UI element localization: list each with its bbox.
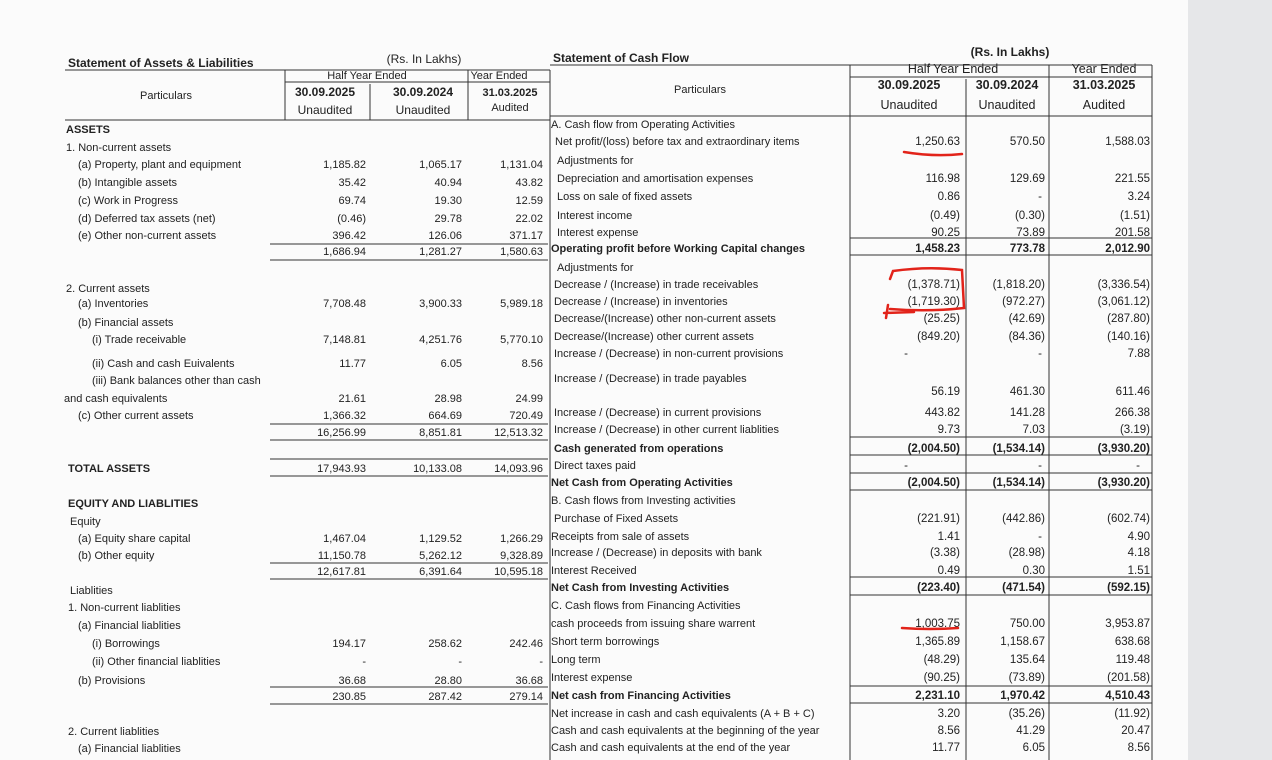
cash-flow-row-label: Cash generated from operations [554, 443, 724, 455]
assets-row-value: 10,133.08 [413, 463, 462, 475]
red-underline-share-warrant [902, 628, 958, 629]
assets-row-label: ASSETS [66, 124, 111, 136]
cash-flow-row-value: 3.20 [937, 708, 960, 720]
cash-flow-row-value: 1,458.23 [915, 243, 960, 255]
cash-flow-row-label: Cash and cash equivalents at the end of the year [551, 742, 791, 754]
cash-flow-row-label: Interest expense [557, 227, 639, 239]
assets-row-value: 664.69 [428, 410, 462, 422]
assets-row-value: - [362, 656, 366, 668]
assets-row-value: 720.49 [509, 410, 543, 422]
cash-flow-row-value: (1,534.14) [992, 443, 1045, 455]
left-half-year-label: Half Year Ended [327, 70, 407, 82]
assets-row-value: 6,391.64 [419, 566, 462, 578]
cash-flow-row-value: (28.98) [1008, 547, 1045, 559]
cash-flow-row-value: - [1038, 460, 1042, 472]
cash-flow-title: Statement of Cash Flow [553, 51, 690, 65]
cash-flow-row-value: (84.36) [1008, 331, 1045, 343]
right-date-col1: 30.09.2025 [877, 78, 941, 92]
assets-row-label: 2. Current liablities [68, 726, 160, 738]
assets-row-value: 22.02 [515, 213, 543, 225]
assets-row-value: (0.46) [337, 213, 366, 225]
cash-flow-row-label: B. Cash flows from Investing activities [551, 495, 736, 507]
right-year-ended-label: Year Ended [1071, 62, 1137, 76]
assets-row-value: 1,467.04 [323, 533, 366, 545]
cash-flow-row-value: 611.46 [1115, 386, 1150, 398]
assets-row-value: 28.98 [434, 393, 462, 405]
assets-row-value: 287.42 [428, 691, 462, 703]
cash-flow-row-value: 1.51 [1127, 565, 1150, 577]
cash-flow-row-value: (35.26) [1008, 708, 1045, 720]
cash-flow-row-label: Net increase in cash and cash equivalents (A + B + C) [551, 708, 815, 720]
cash-flow-row-label: Net cash from Financing Activities [551, 690, 731, 702]
assets-row-label: (i) Trade receivable [92, 334, 187, 346]
cash-flow-row-value: 1,588.03 [1105, 136, 1150, 148]
cash-flow-row-label: Increase / (Decrease) in other current liablities [554, 424, 779, 436]
cash-flow-row-value: 4.90 [1127, 531, 1150, 543]
left-date-col2: 30.09.2024 [392, 85, 454, 99]
assets-row-label: (a) Property, plant and equipment [78, 159, 242, 171]
cash-flow-row-value: 1,365.89 [915, 636, 960, 648]
cash-flow-row-value: (592.15) [1107, 582, 1150, 594]
assets-row-label: (b) Other equity [78, 550, 155, 562]
cash-flow-row-label: Net Cash from Investing Activities [551, 582, 730, 594]
cash-flow-row-value: (3,930.20) [1097, 443, 1150, 455]
cash-flow-row-label: Interest Received [551, 565, 637, 577]
cash-flow-row-value: 7.88 [1127, 348, 1150, 360]
left-date-col1: 30.09.2025 [294, 85, 356, 99]
assets-row-value: 4,251.76 [419, 334, 462, 346]
assets-row-value: 40.94 [434, 177, 462, 189]
left-status-col1: Unaudited [297, 103, 353, 117]
assets-row-value: 1,065.17 [419, 159, 462, 171]
right-status-col3: Audited [1082, 98, 1126, 112]
cash-flow-row-value: 3.24 [1127, 191, 1150, 203]
cash-flow-row-value: 7.03 [1022, 424, 1045, 436]
cash-flow-row-label: Direct taxes paid [554, 460, 636, 472]
assets-row-value: 396.42 [332, 230, 366, 242]
cash-flow-row-label: Loss on sale of fixed assets [557, 191, 693, 203]
assets-row-label: (e) Other non-current assets [78, 230, 217, 242]
cash-flow-row-value: - [904, 348, 908, 360]
cash-flow-row-value: 1.41 [937, 531, 960, 543]
assets-row-value: 242.46 [509, 638, 543, 650]
assets-row-value: 19.30 [434, 195, 462, 207]
cash-flow-row-label: Purchase of Fixed Assets [554, 513, 679, 525]
assets-row-value: 279.14 [509, 691, 543, 703]
assets-row-value: 16,256.99 [317, 427, 366, 439]
cash-flow-row-value: 3,953.87 [1105, 618, 1150, 630]
assets-row-value: 8.56 [521, 358, 543, 370]
assets-row-value: 1,580.63 [500, 246, 543, 258]
cash-flow-row-label: Receipts from sale of assets [551, 531, 690, 543]
cash-flow-row-label: Short term borrowings [551, 636, 660, 648]
assets-row-value: 9,328.89 [500, 550, 543, 562]
cash-flow-row-value: 750.00 [1009, 618, 1045, 630]
cash-flow-row-label: Increase / (Decrease) in non-current provisions [554, 348, 784, 360]
left-unit-label: (Rs. In Lakhs) [386, 52, 462, 66]
cash-flow-row-value: 11.77 [932, 742, 960, 754]
assets-row-label: Equity [70, 516, 101, 528]
cash-flow-row-value: (3,061.12) [1097, 296, 1150, 308]
cash-flow-row-value: 8.56 [1127, 742, 1150, 754]
cash-flow-row-value: 0.49 [937, 565, 960, 577]
cash-flow-row-value: 141.28 [1009, 407, 1045, 419]
cash-flow-row-value: (0.49) [929, 210, 960, 222]
cash-flow-row-value: 116.98 [925, 173, 960, 185]
cash-flow-row-value: (3,336.54) [1097, 279, 1150, 291]
assets-row-value: 24.99 [515, 393, 543, 405]
cash-flow-row-value: - [904, 460, 908, 472]
assets-row-label: (b) Provisions [78, 675, 146, 687]
assets-row-value: 1,266.29 [500, 533, 543, 545]
cash-flow-row-value: (11.92) [1114, 708, 1150, 720]
cash-flow-row-value: 773.78 [1009, 243, 1045, 255]
right-date-col3: 31.03.2025 [1072, 78, 1136, 92]
cash-flow-row-value: (90.25) [923, 672, 960, 684]
cash-flow-row-value: (1,378.71) [907, 279, 960, 291]
cash-flow-row-value: (849.20) [917, 331, 960, 343]
assets-row-value: 1,129.52 [419, 533, 462, 545]
cash-flow-row-value: - [1038, 348, 1042, 360]
cash-flow-row-value: 6.05 [1022, 742, 1045, 754]
red-tick-stroke [886, 305, 888, 318]
assets-row-value: 14,093.96 [494, 463, 543, 475]
red-underline-net-profit [904, 152, 962, 155]
right-unit-label: (Rs. In Lakhs) [970, 45, 1050, 59]
cash-flow-row-value: 221.55 [1114, 173, 1150, 185]
cash-flow-row-value: (1.51) [1119, 210, 1150, 222]
cash-flow-row-label: Depreciation and amortisation expenses [557, 173, 754, 185]
cash-flow-row-label: Cash and cash equivalents at the beginning of the year [551, 725, 820, 737]
cash-flow-row-label: Adjustments for [557, 155, 634, 167]
cash-flow-row-value: 266.38 [1114, 407, 1150, 419]
cash-flow-row-value: 570.50 [1009, 136, 1045, 148]
cash-flow-row-label: Interest expense [551, 672, 633, 684]
assets-row-value: 7,148.81 [323, 334, 366, 346]
cash-flow-row-value: (2,004.50) [907, 477, 960, 489]
assets-row-label: and cash equivalents [64, 393, 168, 405]
assets-row-value: 194.17 [332, 638, 366, 650]
cash-flow-row-value: 8.56 [937, 725, 960, 737]
assets-row-value: 1,686.94 [323, 246, 366, 258]
assets-row-label: (ii) Cash and cash Euivalents [92, 358, 235, 370]
cash-flow-row-value: 1,970.42 [1000, 690, 1045, 702]
assets-row-label: (ii) Other financial liablities [92, 656, 221, 668]
cash-flow-row-value: 201.58 [1114, 227, 1150, 239]
cash-flow-row-value: - [1038, 531, 1042, 543]
cash-flow-row-value: (972.27) [1002, 296, 1045, 308]
assets-row-label: (c) Work in Progress [78, 195, 179, 207]
assets-row-label: (i) Borrowings [92, 638, 160, 650]
assets-row-value: 5,989.18 [500, 298, 543, 310]
cash-flow-row-label: Increase / (Decrease) in deposits with bank [551, 547, 762, 559]
assets-row-label: (a) Financial liablities [78, 743, 181, 755]
cash-flow-row-value: (201.58) [1107, 672, 1150, 684]
assets-row-value: 11.77 [339, 358, 366, 370]
assets-row-value: 6.05 [440, 358, 462, 370]
left-date-col3: 31.03.2025 [482, 87, 538, 99]
cash-flow-row-value: (48.29) [923, 654, 960, 666]
cash-flow-row-value: 0.86 [937, 191, 960, 203]
right-particulars-header: Particulars [674, 84, 726, 96]
cash-flow-row-value: (3,930.20) [1097, 477, 1150, 489]
cash-flow-row-value: 20.47 [1121, 725, 1150, 737]
cash-flow-row-value: - [1136, 460, 1140, 472]
cash-flow-row-label: Decrease / (Increase) in inventories [554, 296, 728, 308]
assets-liabilities-title: Statement of Assets & Liabilities [68, 56, 254, 70]
cash-flow-row-value: (3.38) [929, 547, 960, 559]
left-status-col3: Audited [491, 102, 529, 114]
assets-row-label: (iii) Bank balances other than cash [92, 375, 261, 387]
cash-flow-row-label: Operating profit before Working Capital changes [551, 243, 806, 255]
cash-flow-row-value: (602.74) [1107, 513, 1150, 525]
red-tick-mark [884, 312, 914, 313]
cash-flow-row-value: (25.25) [923, 313, 960, 325]
cash-flow-row-label: Decrease/(Increase) other non-current assets [554, 313, 776, 325]
assets-row-value: 5,262.12 [419, 550, 462, 562]
assets-row-value: 12,513.32 [494, 427, 543, 439]
cash-flow-row-value: 1,158.67 [1000, 636, 1045, 648]
assets-row-label: (a) Financial liablities [78, 620, 181, 632]
cash-flow-row-value: 1,250.63 [915, 136, 960, 148]
cash-flow-row-label: C. Cash flows from Financing Activities [551, 600, 741, 612]
cash-flow-row-label: cash proceeds from issuing share warrent [551, 618, 756, 630]
cash-flow-row-label: Increase / (Decrease) in trade payables [554, 373, 747, 385]
assets-row-value: 8,851.81 [419, 427, 462, 439]
assets-row-value: 7,708.48 [323, 298, 366, 310]
cash-flow-row-label: A. Cash flow from Operating Activities [551, 119, 736, 131]
cash-flow-row-value: 135.64 [1009, 654, 1045, 666]
cash-flow-row-value: (73.89) [1008, 672, 1045, 684]
cash-flow-row-value: (3.19) [1119, 424, 1150, 436]
assets-row-value: 230.85 [332, 691, 366, 703]
cash-flow-row-value: (1,534.14) [992, 477, 1045, 489]
assets-row-label: TOTAL ASSETS [68, 463, 151, 475]
cash-flow-row-value: (287.80) [1107, 313, 1150, 325]
cash-flow-row-value: (0.30) [1014, 210, 1045, 222]
cash-flow-row-label: Long term [551, 654, 601, 666]
assets-row-value: 1,185.82 [323, 159, 366, 171]
cash-flow-row-value: 73.89 [1016, 227, 1045, 239]
assets-row-label: 1. Non-current assets [66, 142, 172, 154]
assets-row-value: 1,366.32 [323, 410, 366, 422]
cash-flow-row-value: 1,003.75 [915, 618, 960, 630]
assets-row-value: 12.59 [515, 195, 543, 207]
right-date-col2: 30.09.2024 [975, 78, 1039, 92]
cash-flow-row-value: 461.30 [1009, 386, 1045, 398]
left-status-col2: Unaudited [395, 103, 451, 117]
assets-row-label: (d) Deferred tax assets (net) [78, 213, 216, 225]
left-year-ended-label: Year Ended [470, 70, 528, 82]
assets-row-value: 69.74 [338, 195, 366, 207]
cash-flow-row-value: 443.82 [924, 407, 960, 419]
cash-flow-row-value: 4.18 [1127, 547, 1150, 559]
assets-row-value: 12,617.81 [317, 566, 366, 578]
cash-flow-row-label: Net profit/(loss) before tax and extraordinary items [555, 136, 800, 148]
cash-flow-row-value: (1,818.20) [992, 279, 1045, 291]
assets-row-value: 36.68 [515, 675, 543, 687]
cash-flow-row-label: Interest income [557, 210, 633, 222]
assets-row-value: 10,595.18 [494, 566, 543, 578]
cash-flow-row-label: Decrease / (Increase) in trade receivables [554, 279, 759, 291]
cash-flow-row-value: 4,510.43 [1105, 690, 1150, 702]
cash-flow-row-value: 41.29 [1016, 725, 1045, 737]
cash-flow-row-label: Net Cash from Operating Activities [551, 477, 733, 489]
assets-row-value: 371.17 [509, 230, 543, 242]
cash-flow-row-value: (140.16) [1107, 331, 1150, 343]
assets-row-value: 126.06 [428, 230, 462, 242]
assets-row-label: 1. Non-current liablities [68, 602, 181, 614]
cash-flow-row-value: (221.91) [917, 513, 960, 525]
cash-flow-row-value: 2,231.10 [915, 690, 960, 702]
cash-flow-row-value: 9.73 [937, 424, 960, 436]
assets-row-label: (a) Inventories [78, 298, 149, 310]
cash-flow-row-label: Increase / (Decrease) in current provisions [554, 407, 762, 419]
assets-row-value: - [539, 656, 543, 668]
cash-flow-row-value: (471.54) [1002, 582, 1045, 594]
assets-row-value: 3,900.33 [419, 298, 462, 310]
right-half-year-label: Half Year Ended [907, 62, 999, 76]
cash-flow-row-label: Adjustments for [557, 262, 634, 274]
assets-row-value: 1,281.27 [419, 246, 462, 258]
assets-row-value: - [458, 656, 462, 668]
cash-flow-row-value: 56.19 [931, 386, 960, 398]
cash-flow-row-value: (442.86) [1002, 513, 1045, 525]
assets-row-value: 29.78 [434, 213, 462, 225]
assets-row-value: 11,150.78 [317, 550, 366, 562]
assets-row-value: 21.61 [338, 393, 366, 405]
assets-row-value: 36.68 [338, 675, 366, 687]
cash-flow-row-value: 129.69 [1009, 173, 1045, 185]
cash-flow-row-value: 0.30 [1022, 565, 1045, 577]
assets-row-value: 35.42 [338, 177, 366, 189]
right-status-col1: Unaudited [880, 98, 938, 112]
cash-flow-row-value: (2,004.50) [907, 443, 960, 455]
cash-flow-row-value: - [1038, 191, 1042, 203]
assets-row-label: (c) Other current assets [78, 410, 194, 422]
assets-row-label: Liablities [70, 585, 113, 597]
cash-flow-row-value: 119.48 [1115, 654, 1150, 666]
assets-row-label: 2. Current assets [66, 283, 150, 295]
left-particulars-header: Particulars [140, 90, 192, 102]
cash-flow-row-value: (223.40) [917, 582, 960, 594]
assets-row-value: 258.62 [428, 638, 462, 650]
assets-row-value: 1,131.04 [500, 159, 543, 171]
cash-flow-row-value: 638.68 [1114, 636, 1150, 648]
assets-row-value: 5,770.10 [500, 334, 543, 346]
cash-flow-row-value: 90.25 [931, 227, 960, 239]
cash-flow-row-value: (42.69) [1008, 313, 1045, 325]
cash-flow-row-value: (1,719.30) [907, 296, 960, 308]
assets-row-value: 43.82 [515, 177, 543, 189]
assets-row-value: 17,943.93 [317, 463, 366, 475]
assets-row-value: 28.80 [434, 675, 462, 687]
right-status-col2: Unaudited [978, 98, 1036, 112]
assets-row-label: (b) Intangible assets [78, 177, 178, 189]
assets-row-label: (b) Financial assets [78, 317, 174, 329]
cash-flow-row-value: 2,012.90 [1105, 243, 1150, 255]
cash-flow-row-label: Decrease/(Increase) other current assets [554, 331, 754, 343]
assets-row-label: EQUITY AND LIABLITIES [68, 498, 199, 510]
assets-row-label: (a) Equity share capital [78, 533, 191, 545]
